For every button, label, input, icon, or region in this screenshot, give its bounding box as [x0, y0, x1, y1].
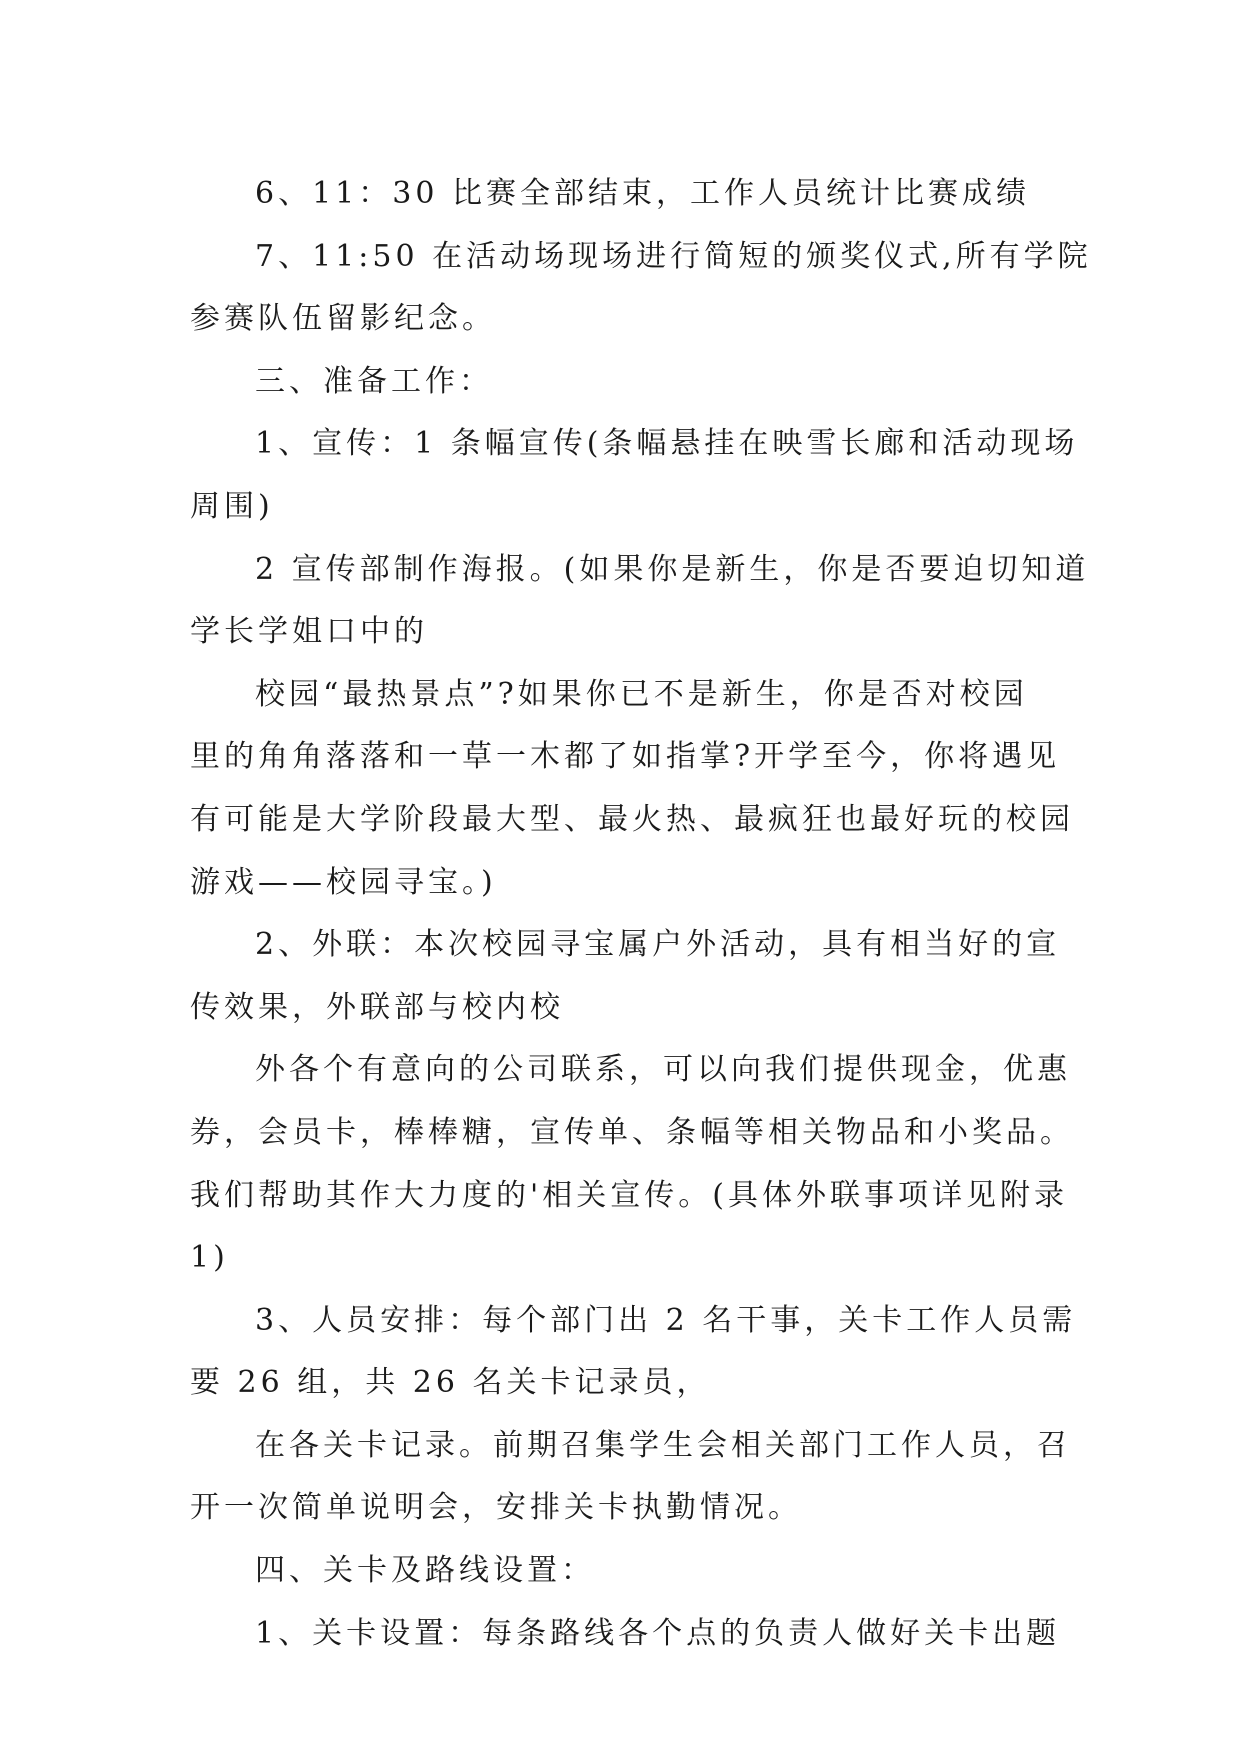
text-line: 我们帮助其作大力度的'相关宣传。(具体外联事项详见附录	[190, 1177, 1068, 1213]
text-line: 券，会员卡，棒棒糖，宣传单、条幅等相关物品和小奖品。	[190, 1114, 1074, 1150]
text-line: 1、宣传：1 条幅宣传(条幅悬挂在映雪长廊和活动现场	[255, 426, 1079, 462]
text-line: 里的角角落落和一草一木都了如指掌?开学至今，你将遇见	[190, 739, 1061, 775]
text-line: 要 26 组，共 26 名关卡记录员，	[190, 1365, 711, 1401]
document-body	[190, 163, 1092, 1665]
text-line: 开一次简单说明会，安排关卡执勤情况。	[190, 1490, 802, 1526]
text-line: 校园“最热景点”?如果你已不是新生，你是否对校园	[255, 676, 1028, 712]
text-line: 参赛队伍留影纪念。	[190, 301, 496, 337]
text-line: 7、11:50 在活动场现场进行简短的颁奖仪式,所有学院	[255, 238, 1092, 274]
section-heading: 三、准备工作：	[255, 363, 493, 399]
section-heading: 四、关卡及路线设置：	[255, 1553, 595, 1589]
text-line: 6、11：30 比赛全部结束，工作人员统计比赛成绩	[255, 176, 1030, 211]
text-line: 2、外联：本次校园寻宝属户外活动，具有相当好的宣	[255, 927, 1061, 963]
text-line: 1、关卡设置：每条路线各个点的负责人做好关卡出题	[255, 1615, 1061, 1651]
text-line: 1)	[190, 1240, 229, 1276]
text-line: 有可能是大学阶段最大型、最火热、最疯狂也最好玩的校园	[190, 801, 1074, 837]
text-line: 游戏——校园寻宝。)	[190, 864, 497, 900]
text-line: 3、人员安排：每个部门出 2 名干事，关卡工作人员需	[255, 1302, 1077, 1338]
text-line: 周围)	[190, 488, 274, 524]
text-line: 学长学姐口中的	[190, 614, 428, 650]
text-line: 在各关卡记录。前期召集学生会相关部门工作人员，召	[255, 1427, 1071, 1463]
text-line: 2 宣传部制作海报。(如果你是新生，你是否要迫切知道	[255, 551, 1090, 587]
text-line: 外各个有意向的公司联系，可以向我们提供现金，优惠	[255, 1052, 1071, 1088]
text-line: 传效果，外联部与校内校	[190, 989, 564, 1025]
